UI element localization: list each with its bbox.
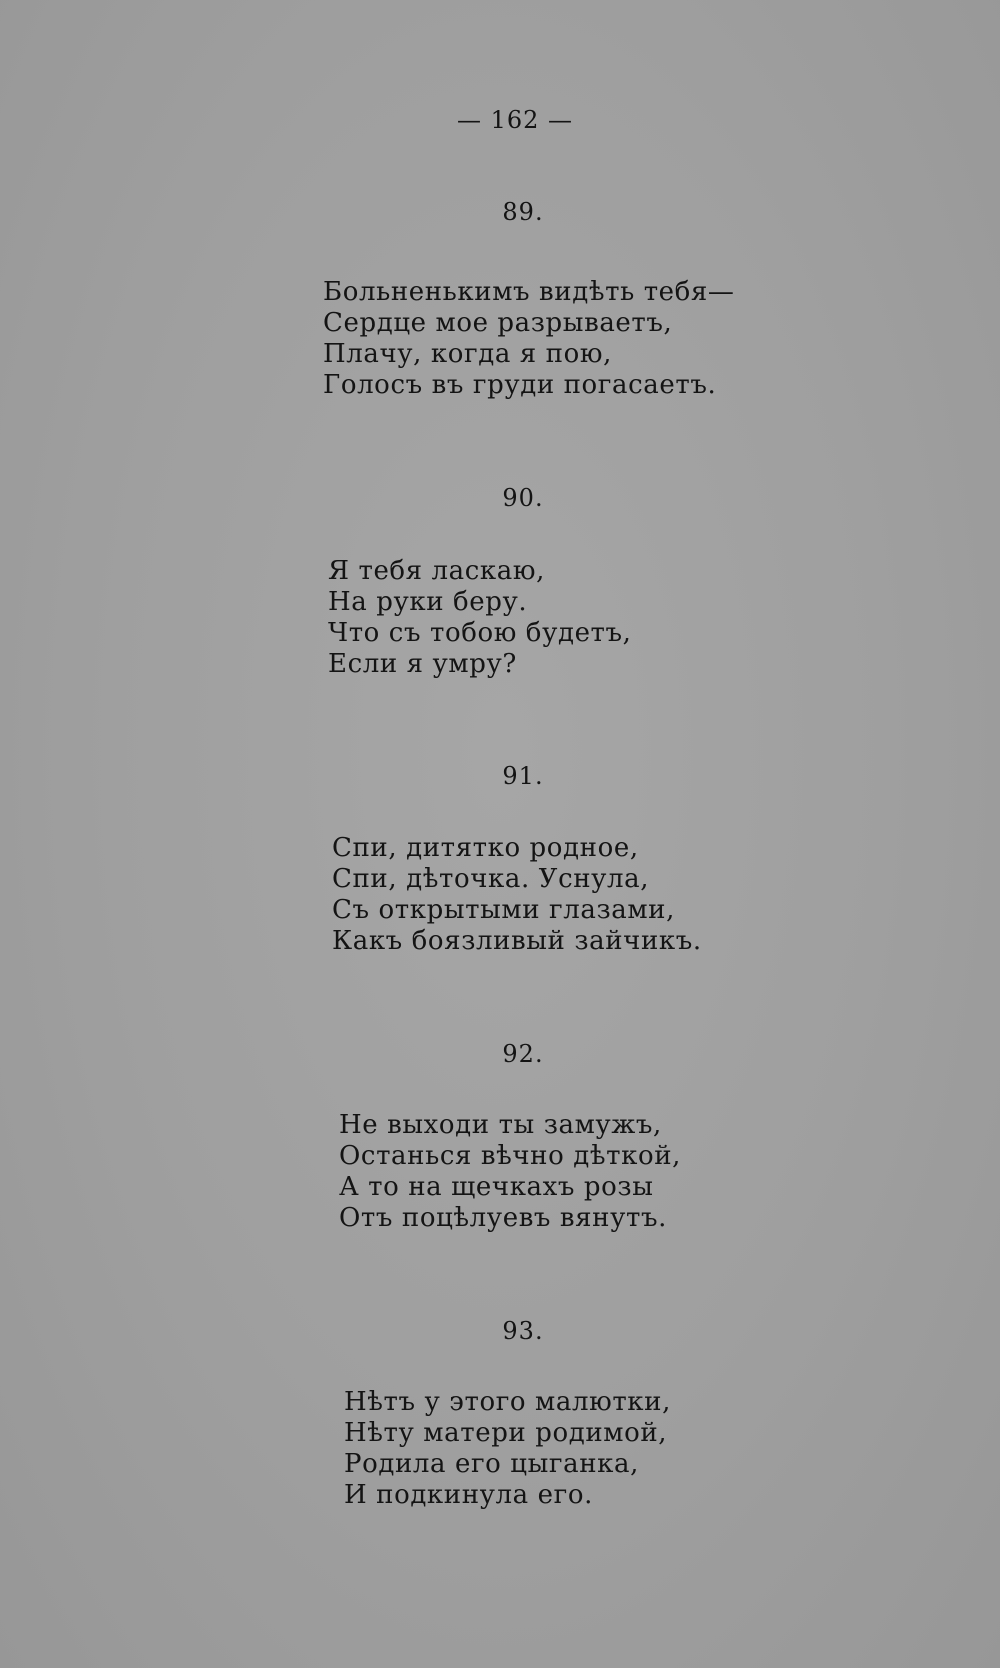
poem-line: И подкинула его. bbox=[344, 1480, 593, 1510]
poem-line: Нѣту матери родимой, bbox=[344, 1418, 668, 1448]
poem-line: А то на щечкахъ розы bbox=[339, 1172, 654, 1202]
poem-stanza bbox=[328, 556, 632, 680]
poem-number: 89. bbox=[502, 198, 544, 226]
poem-number: 92. bbox=[502, 1040, 544, 1068]
poem-line: Больненькимъ видѣть тебя— bbox=[323, 277, 735, 307]
poem-line: Сердце мое разрываетъ, bbox=[323, 308, 673, 338]
poem-line: Нѣтъ у этого малютки, bbox=[344, 1387, 671, 1417]
poem-number: 93. bbox=[502, 1317, 544, 1345]
poem-line: Спи, дѣточка. Уснула, bbox=[332, 864, 650, 894]
poem-number: 90. bbox=[502, 484, 544, 512]
poem-line: Что съ тобою будетъ, bbox=[328, 618, 632, 648]
poem-line: Голосъ въ груди погасаетъ. bbox=[323, 370, 717, 400]
page-number: — 162 — bbox=[456, 106, 574, 134]
poem-line: Я тебя ласкаю, bbox=[328, 556, 545, 586]
poem-line: Спи, дитятко родное, bbox=[332, 833, 639, 863]
poem-line: Если я умру? bbox=[328, 649, 517, 679]
poem-number: 91. bbox=[502, 762, 544, 790]
poem-line: Отъ поцѣлуевъ вянутъ. bbox=[339, 1203, 667, 1233]
poem-line: Останься вѣчно дѣткой, bbox=[339, 1141, 681, 1171]
poem-line: На руки беру. bbox=[328, 587, 528, 617]
poem-stanza bbox=[344, 1387, 671, 1511]
poem-stanza bbox=[339, 1110, 681, 1234]
poem-line: Не выходи ты замужъ, bbox=[339, 1110, 662, 1140]
poem-stanza bbox=[323, 277, 735, 401]
poem-stanza bbox=[332, 833, 702, 957]
poem-line: Съ открытыми глазами, bbox=[332, 895, 675, 925]
poem-line: Родила его цыганка, bbox=[344, 1449, 639, 1479]
poem-line: Плачу, когда я пою, bbox=[323, 339, 612, 369]
poem-line: Какъ боязливый зайчикъ. bbox=[332, 926, 702, 956]
